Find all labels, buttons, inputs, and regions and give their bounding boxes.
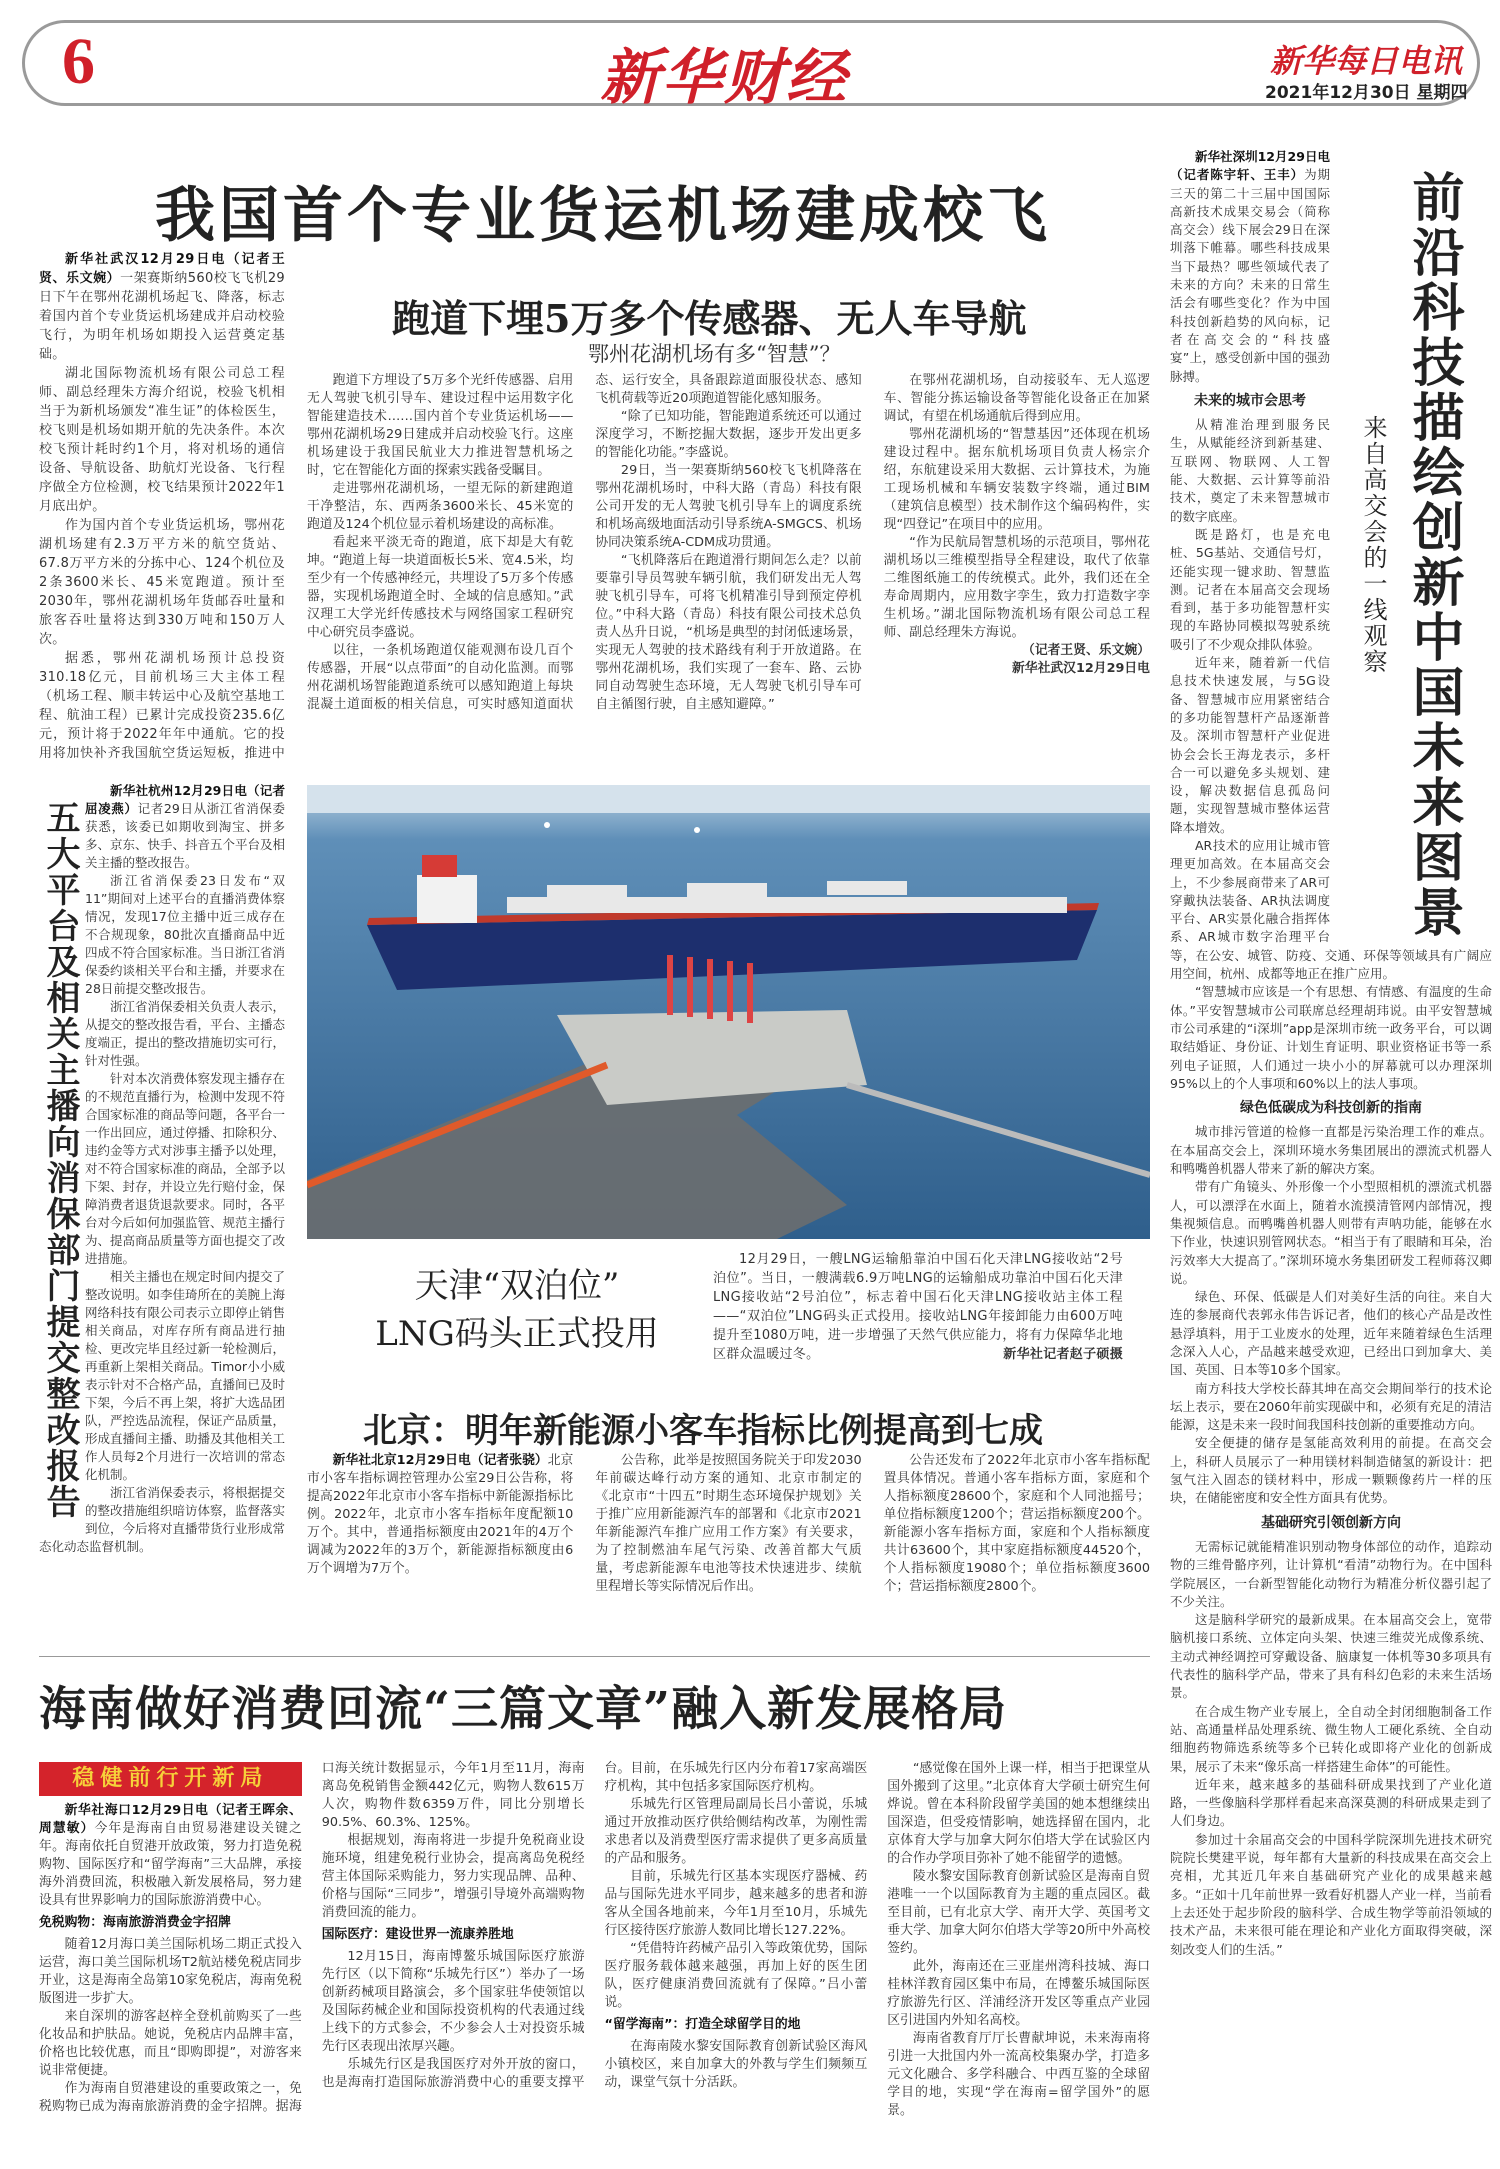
dateline: 新华社北京12月29日电（记者张骁） (332, 1453, 548, 1468)
section-heading: 免税购物：海南旅游消费金字招牌 (39, 1915, 231, 1930)
paragraph: 绿色、环保、低碳是人们对美好生活的向往。来自大连的参展商代表郭永伟告诉记者，他们的核心产品是改性悬浮填料，用于工业废水的处理，近年来随着绿色生活理念深入人心，产品越来越受欢迎，已经出口到加拿大、美国、英国、日本等10多个国家。 (1170, 1289, 1492, 1378)
paragraph: 南方科技大学校长薛其坤在高交会期间举行的技术论坛上表示，要在2060年前实现碳中和，必须有充足的清洁能源，这是未来一段时间我国科技创新的重要推动方向。 (1170, 1380, 1492, 1433)
paragraph: 安全便捷的储存是氢能高效利用的前提。在高交会上，科研人员展示了一种用镁材料制造储氢的新设计：把氢气注入固态的镁材料中，形成一颗颗像药片一样的压块，在储能密度和安全性方面具有优势。 (1170, 1435, 1492, 1506)
paragraph: 今年是海南自由贸易港建设关键之年。海南依托自贸港开放政策，努力打造免税购物、国际医疗和“留学海南”三大品牌，承接海外消费回流，积极融入新发展格局，努力建设具有世界影响力的国际旅游消费中心。 (39, 1821, 302, 1908)
hightech-subtitle: 来自高交会的一线观察 (1359, 415, 1387, 675)
paragraph: 近年来，越来越多的基础科研成果找到了产业化道路，一些像脑科学那样看起来高深莫测的科研成果走到了人们身边。 (1170, 1776, 1492, 1829)
paragraph: 乐城先行区管理局副局长吕小蕾说，乐城通过开放推动医疗供给侧结构改革，为刚性需求患者以及消费型医疗需求提供了更多高质量的产品和服务。 (604, 1797, 868, 1866)
paragraph: 既是路灯，也是充电桩、5G基站、交通信号灯，还能实现一键求助、智慧监测。记者在本届高交会现场看到，基于多功能智慧杆实现的车路协同模拟驾驶系统吸引了不少观众排队体验。 (1170, 526, 1330, 652)
photo-credit: 新华社记者赵子硕摄 (1003, 1347, 1123, 1362)
paragraph: 此外，海南还在三亚崖州湾科技城、海口桂林洋教育园区集中布局，在博鳌乐城国际医疗旅游先行区、洋浦经济开发区等重点产业园区引进国内外知名高校。 (887, 1959, 1150, 2028)
photo-caption (713, 1250, 1123, 1380)
paragraph: 在鄂州花湖机场，自动接驳车、无人巡逻车、智能分拣运输设备等智能化设备正在加紧调试，有望在机场通航后得到应用。 (883, 373, 1150, 424)
section-heading: 未来的城市会思考 (1194, 392, 1306, 409)
paragraph: 针对本次消费体察发现主播存在的不规范直播行为，检测中发现不符合国家标准的商品等问题，各平台一一作出回应，通过停播、扣除积分、违约金等方式对涉事主播予以处理，对不符合国家标准的商品，全部予以下架、封存，并设立先行赔付金，保障消费者退货退款要求。同时，各平台对今后如何加强监管、规范主播行为、提高商品质量等方面也提交了改进措施。 (85, 1071, 285, 1266)
hightech-article (1170, 148, 1492, 2163)
paragraph: 乐城先行区是我国医疗对外开放的窗口，也是海南打造国际旅游消费中心的重要支撑平台。目前，在乐城先行区内分布着17家高端医疗机构，其中包括多家国际医疗机构。 (321, 1761, 868, 2090)
paragraph: 在海南陵水黎安国际教育创新试验区海风小镇校区，来自加拿大的外教与学生们频频互动，课堂气氛十分活跃。 (604, 2039, 868, 2090)
caption-text: 12月29日，一艘LNG运输船靠泊中国石化天津LNG接收站“2号泊位”。当日，一艘满载6.9万吨LNG的运输船成功靠泊中国石化天津LNG接收站“2号泊位”，标志着中国石化天津LNG接收站主体工程——“双泊位”LNG码头正式投用。接收站LNG年接卸能力由600万吨提升至1080万吨，进一步增强了天然气供应能力，将有力保障华北地区群众温暖过冬。 (713, 1252, 1123, 1362)
paragraph: 浙江省消保委表示，将根据提交的整改措施组织暗访体察，监督落实到位，今后将对直播带货行业形成常态化动态监督机制。 (39, 1485, 285, 1554)
dateline: 新华社杭州12月29日电（记者屈凌燕） (85, 783, 285, 816)
paragraph: 公告称，此举是按照国务院关于印发2030年前碳达峰行动方案的通知、北京市制定的《北京市“十四五”时期生态环境保护规划》关于推广应用新能源汽车的部署和《北京市2021年新能源汽车推广应用工作方案》有关要求，为了控制燃油车尾气污染、改善首都大气质量，考虑新能源车电池等技术快速进步、续航里程增长等实际情况后作出。 (595, 1453, 862, 1594)
reporters: （记者王贤、乐文婉） (1022, 643, 1150, 658)
series-banner: 稳健前行开新局 (39, 1762, 302, 1796)
paragraph: 参加过十余届高交会的中国科学院深圳先进技术研究院院长樊建平说，每年都有大量新的科技成果在高交会上亮相，尤其近几年来自基础研究产业化的成果越来越多。“正如十几年前世界一致看好机器人产业一样，当前看上去还处于起步阶段的脑科学、合成生物学等前沿领域的技术产品，未来很可能在理论和产业化方面取得突破，深刻改变人们的生活。” (1170, 1831, 1492, 1957)
paragraph: 北京市小客车指标调控管理办公室29日公告称，将提高2022年北京市小客车指标中新能源指标比例。2022年，北京市小客车指标年度配额10万个。其中，普通指标额度由2021年的4万个调减为2022年的3万个，新能源指标额度由6万个调增为7万个。 (307, 1453, 574, 1576)
issue-date: 2021年12月30日 星期四 (1265, 83, 1468, 103)
section-heading: “留学海南”：打造全球留学目的地 (604, 2017, 801, 2032)
paragraph: 鄂州花湖机场的“智慧基因”还体现在机场建设过程中。据东航机场项目负责人杨宗介绍，东航建设采用大数据、云计算技术，为施工现场机械和车辆安装数字终端，通过BIM（建筑信息模型）技术制作这个编码构件，实现“四登记”在项目中的应用。 (883, 427, 1150, 532)
hainan-article (39, 1760, 1150, 2165)
page-number: 6 (62, 25, 95, 98)
paragraph: 走进鄂州花湖机场，一望无际的新建跑道干净整洁，东、西两条3600米长、45米宽的跑道及124个机位显示着机场建设的高标准。 (307, 481, 574, 532)
livestream-headline: 五大平台及相关主播向消保部门提交整改报告 (40, 800, 80, 1520)
beijing-headline: 北京：明年新能源小客车指标比例提高到七成 (363, 1411, 1043, 1451)
paragraph: 跑道下方埋设了5万多个光纤传感器、启用无人驾驶飞机引导车、建设过程中运用数字化智能建造技术……国内首个专业货运机场——鄂州花湖机场29日建成并启动校验飞行。这座机场建设于我国民航业大力推进智慧机场之时，它在智能化方面的探索实践备受瞩目。 (307, 373, 574, 478)
paragraph: “除了已知功能，智能跑道系统还可以通过深度学习，不断挖掘大数据，逐步开发出更多的智能化功能。”李盛说。 (595, 409, 862, 460)
paragraph: 从精准治理到服务民生，从赋能经济到新基建、互联网、物联网、人工智能、大数据、云计算等前沿技术，奠定了未来智慧城市的数字底座。 (1170, 417, 1330, 524)
airport-feature-article (307, 372, 1150, 778)
dateline: 新华社武汉12月29日电（记者王贤、乐文婉） (39, 252, 285, 286)
paragraph: 来自深圳的游客赵梓全登机前购买了一些化妆品和护肤品。她说，免税店内品牌丰富，价格也比较优惠，而且“即购即提”，对游客来说非常便捷。 (39, 2009, 302, 2078)
paragraph: 近年来，随着新一代信息技术快速发展，与5G设备、智慧城市应用紧密结合的多功能智慧杆产品逐渐普及。深圳市智慧杆产业促进协会会长王海龙表示，多杆合一可以避免多头规划、建设，解决数据信息孤岛问题，实现智慧城市整体运营降本增效。 (1170, 655, 1330, 835)
dateline: 新华社海口12月29日电（记者王晖余、周慧敏） (39, 1803, 302, 1836)
paragraph: 这是脑科学研究的最新成果。在本届高交会上，宽带脑机接口系统、立体定向头架、快速三维荧光成像系统、主动式神经调控可穿戴设备、脑康复一体机等30多项具有代表性的脑科学产品，带来了具有科幻色彩的未来生活场景。 (1170, 1612, 1492, 1701)
paragraph: 据悉，鄂州花湖机场预计总投资310.18亿元，目前机场三大主体工程（机场工程、顺丰转运中心及航空基地工程、航油工程）已累计完成投资235.6亿元，预计将于2022年年中通航。它的投用将加快补齐我国航空货运短板，推进中 (39, 651, 285, 760)
paragraph: 陵水黎安国际教育创新试验区是海南自贸港唯一一个以国际教育为主题的重点园区。截至目前，已有北京大学、南开大学、英国考文垂大学、加拿大阿尔伯塔大学等20所中外高校签约。 (887, 1869, 1150, 1956)
paragraph: AR技术的应用让城市管理更加高效。在本届高交会上，不少参展商带来了AR可穿戴执法装备、AR执法调度平台、AR实景化融合指挥体系、AR城市数字治理平台等，在公安、城管、防疫、交通、环保等领域具有广阔应用空间，杭州、成都等地正在推广应用。 (1170, 837, 1492, 982)
section-heading: 绿色低碳成为科技创新的指南 (1240, 1100, 1422, 1117)
paragraph: “作为民航局智慧机场的示范项目，鄂州花湖机场以三维模型指导全程建设，取代了依靠二维图纸施工的传统模式。此外，我们还在全寿命周期内，应用数字孪生，致力打造数字孪生机场。”湖北国际物流机场有限公司总工程师、副总经理朱方海说。 (883, 535, 1150, 640)
paragraph: 根据规划，海南将进一步提升免税商业设施环境，组建免税行业协会，提高离岛免税经营主体国际采购能力，努力实现品牌、品种、价格与国际“三同步”，增强引导境外高端购物消费回流的能力。 (321, 1833, 585, 1920)
paragraph: “飞机降落后在跑道滑行期间怎么走？以前要靠引导员驾驶车辆引航，我们研发出无人驾驶飞机引导车，可将飞机精准引导到预定停机位。”中科大路（青岛）科技有限公司技术总负责人丛升日说，“机场是典型的封闭低速场景，实现无人驾驶的技术路线有利于开放道路。在鄂州花湖机场，我们实现了一套车、路、云协同自动驾驶生态环境，无人驾驶飞机引导车可自主循图行驶，自主感知避障。” (595, 553, 862, 712)
paragraph: 相关主播也在规定时间内提交了整改说明。如李佳琦所在的美腕上海网络科技有限公司表示立即停止销售相关商品，对库存所有商品进行抽检、更改完毕且经过新一轮检测后，再重新上架相关商品。Timor小小威表示针对不合格产品，直播间已及时下架，今后不再上架，将扩大选品团队，严控选品流程，保证产品质量，形成直播间主播、助播及其他相关工作人员每2个月进行一次培训的常态化机制。 (85, 1269, 285, 1482)
paragraph: 作为海南自贸港建设的重要政策之一，免税购物已成为海南旅游消费的金字招牌。据海口海关统计数据显示，今年1月至11月，海南离岛免税销售金额442亿元，购物人数615万人次，购物件数6359万件，同比分别增长90.5%、60.3%、125%。 (39, 1761, 585, 2114)
paragraph: 为期三天的第二十三届中国国际高新技术成果交易会（简称高交会）线下展会29日在深圳落下帷幕。哪些科技成果当下最热？哪些领域代表了未来的方向？未来的日常生活会有哪些变化？作为中国科技创新趋势的风向标，记者在高交会的“科技盛宴”上，感受创新中国的强劲脉搏。 (1170, 167, 1330, 384)
paragraph: 浙江省消保委23日发布“双11”期间对上述平台的直播消费体察情况，发现17位主播中近三成存在不合规现象，80批次直播商品中近四成不符合国家标准。当日浙江省消保委约谈相关平台和主播，并要求在28日前提交整改报告。 (85, 873, 285, 996)
airport-sub-subtitle: 鄂州花湖机场有多“智慧”？ (588, 342, 841, 366)
section-heading: 基础研究引领创新方向 (1261, 1514, 1401, 1531)
paragraph: “感觉像在国外上课一样，相当于把课堂从国外搬到了这里。”北京体育大学硕士研究生何烨说。曾在本科阶段留学美国的她本想继续出国深造，但受疫情影响，她选择留在国内，北京体育大学与加拿大阿尔伯塔大学在试验区内的合作办学项目弥补了她不能留学的遗憾。 (887, 1761, 1150, 1866)
hightech-headline: 前沿科技描绘创新中国未来图景 (1403, 170, 1464, 940)
paragraph: 目前，乐城先行区基本实现医疗器械、药品与国际先进水平同步，越来越多的患者和游客从全国各地前来，今年1月至10月，乐城先行区接待医疗旅游人数同比增长127.22%。 (604, 1869, 868, 1938)
paragraph: 海南省教育厅厅长曹献坤说，未来海南将引进一大批国内外一流高校集聚办学，打造多元文化融合、多学科融合、中西互鉴的全球留学目的地，实现“学在海南=留学国外”的愿景。 (887, 2031, 1150, 2118)
paragraph: “凭借特许药械产品引入等政策优势，国际医疗服务载体越来越强，再加上好的医生团队，医疗健康消费回流就有了保障。”吕小蕾说。 (604, 1941, 868, 2010)
section-heading: 国际医疗：建设世界一流康养胜地 (321, 1927, 514, 1942)
paragraph: 带有广角镜头、外形像一个小型照相机的漂流式机器人，可以漂浮在水面上，随着水流摸清管网内部情况，搜集视频信息。而鸭嘴兽机器人则带有声呐功能，能够在水下作业，快速识别管网状态。“相当于有了眼睛和耳朵，治污效率大大提高了。”深圳环境水务集团研发工程师蒋汉卿说。 (1170, 1179, 1492, 1286)
hainan-headline: 海南做好消费回流“三篇文章”融入新发展格局 (39, 1682, 1008, 1737)
paragraph: 12月15日，海南博鳌乐城国际医疗旅游先行区（以下简称“乐城先行区”）举办了一场创新药械项目路演会，多个国家驻华使领馆以及国际药械企业和国际投资机构的代表通过线上线下的方式参会，不少参会人士对投资乐城先行区表现出浓厚兴趣。 (321, 1949, 585, 2054)
divider (39, 1656, 1150, 1657)
paragraph: 浙江省消保委相关负责人表示，从提交的整改报告看，平台、主播态度端正，提出的整改措施切实可行，针对性强。 (85, 999, 285, 1068)
paragraph: 无需标记就能精准识别动物身体部位的动作，追踪动物的三维骨骼序列，让计算机“看清”动物行为。在中国科学院展区，一台新型智能化动物行为精准分析仪器引起了不少关注。 (1170, 1538, 1492, 1609)
paragraph: 随着12月海口美兰国际机场二期正式投入运营，海口美兰国际机场T2航站楼免税店同步开业，这是海南全岛第10家免税店，海南免税版图进一步扩大。 (39, 1937, 302, 2006)
paragraph: 一架赛斯纳560校飞飞机29日下午在鄂州花湖机场起飞、降落，标志着国内首个专业货运机场建成并启动校验飞行，为明年机场如期投入运营奠定基础。 (39, 271, 285, 362)
paragraph: 在合成生物产业专展上，全自动全封闭细胞制备工作站、高通量样品处理系统、微生物人工硬化系统、全自动细胞药物筛选系统等多个已转化或即将产业化的创新成果，展示了未来“像乐高一样搭建生命体”的可能性。 (1170, 1703, 1492, 1774)
paragraph: 作为国内首个专业货运机场，鄂州花湖机场建有2.3万平方米的航空货站、67.8万平方米的分拣中心、124个机位及2条3600米长、45米宽跑道。预计至2030年，鄂州花湖机场年货邮吞吐量和旅客吞吐量将达到330万吨和150万人次。 (39, 518, 285, 647)
paragraph: 看起来平淡无奇的跑道，底下却是大有乾坤。“跑道上每一块道面板长5米、宽4.5米，均至少有一个传感神经元，共埋设了5万多个传感器，实现机场跑道全时、全域的信息感知。”武汉理工大学光纤传感技术与网络国家工程研究中心研究员李盛说。 (307, 535, 574, 640)
byline: 新华社武汉12月29日电 (1011, 661, 1150, 676)
paragraph: 公告还发布了2022年北京市小客车指标配置具体情况。普通小客车指标方面，家庭和个人指标额度28600个，家庭和个人同池摇号；单位指标额度1200个；营运指标额度200个。新能源小客车指标方面，家庭和个人指标额度共计63600个，其中家庭指标额度44520个，个人指标额度19080个；单位指标额度3600个；营运指标额度2800个。 (883, 1453, 1150, 1594)
beijing-article (307, 1452, 1150, 1648)
paragraph: “智慧城市应该是一个有思想、有情感、有温度的生命体。”平安智慧城市公司联席总经理胡玮说。由平安智慧城市公司承建的“i深圳”app是深圳市统一政务平台，可以调取结婚证、身份证、计划生育证明、职业资格证书等一系列电子证照，人们通过一块小小的屏幕就可以办理深圳95%以上的个人事项和60%以上的法人事项。 (1170, 984, 1492, 1091)
paragraph: 29日，当一架赛斯纳560校飞飞机降落在鄂州花湖机场时，中科大路（青岛）科技有限公司开发的无人驾驶飞机引导车上的调度系统和机场高级地面活动引导系统A-SMGCS、机场协同决策系统A-CDM成功贯通。 (595, 463, 862, 550)
paper-name-logo: 新华每日电讯 (1270, 42, 1463, 80)
photo-title-line: 天津“双泊位” (414, 1266, 620, 1306)
airport-headline: 我国首个专业货运机场建成校飞 (155, 181, 1051, 251)
airport-sub-headline: 跑道下埋5万多个传感器、无人车导航 (392, 296, 1027, 341)
section-logo: 新华财经 (600, 43, 848, 113)
airport-lead-article (39, 250, 285, 760)
photo-title-line: LNG码头正式投用 (375, 1314, 659, 1354)
paragraph: 湖北国际物流机场有限公司总工程师、副总经理朱方海介绍说，校验飞机相当于为新机场颁发“准生证”的体检医生，校飞则是机场如期开航的先决条件。本次校飞预计耗时约1个月，将对机场的通信设备、导航设备、助航灯光设备、飞行程序做全方位检测，校飞结果预计2022年1月底出炉。 (39, 366, 285, 514)
paragraph: 城市排污管道的检修一直都是污染治理工作的难点。在本届高交会上，深圳环境水务集团展出的漂流式机器人和鸭嘴兽机器人带来了新的解决方案。 (1170, 1124, 1492, 1177)
paragraph: 记者29日从浙江省消保委获悉，该委已如期收到淘宝、拼多多、京东、快手、抖音五个平台及相关主播的整改报告。 (85, 801, 285, 870)
photo-title (367, 1262, 667, 1358)
paragraph: 以往，一条机场跑道仅能观测布设几百个传感器，开展“以点带面”的自动化监测。而鄂州花湖机场智能跑道系统可以感知跑道上每块混凝土道面板的相关信息，可实时感知道面状态、运行安全，具备跟踪道面服役状态、感知飞机荷载等近20项跑道智能化感知服务。 (307, 373, 862, 712)
livestream-article (39, 782, 285, 1646)
lng-terminal-photo (307, 785, 1150, 1239)
dateline: 新华社深圳12月29日电（记者陈宇轩、王丰） (1170, 149, 1330, 183)
